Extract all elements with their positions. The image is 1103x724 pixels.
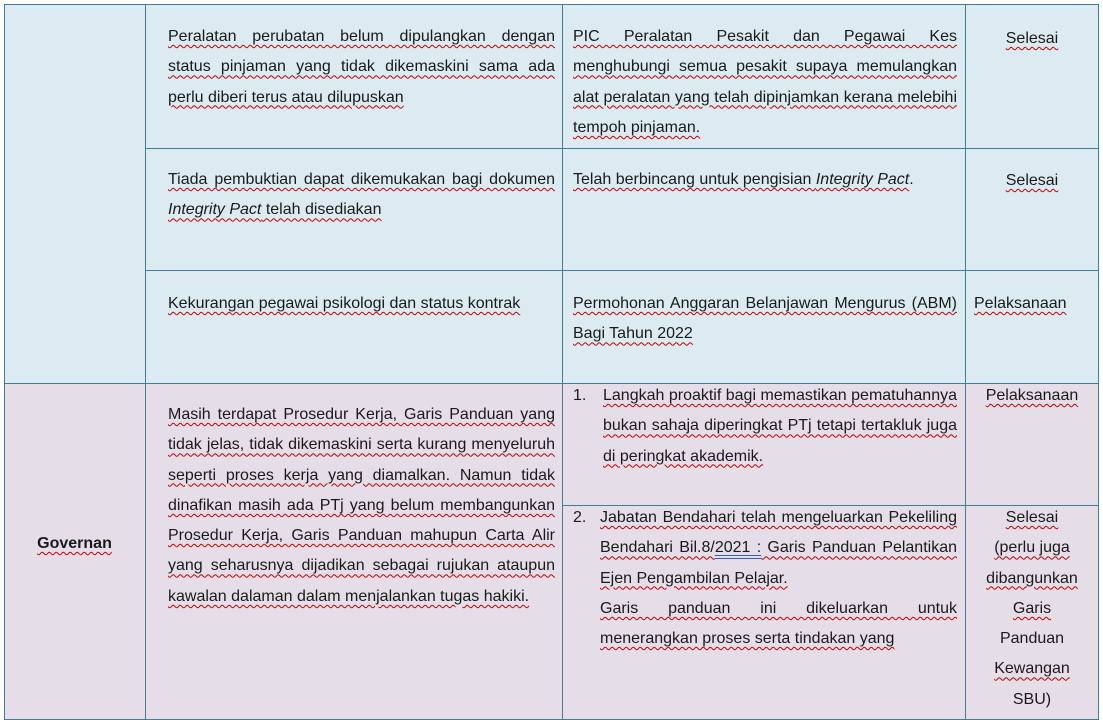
status-line: Panduan <box>999 630 1065 648</box>
governan-action-2-number: 2. <box>573 509 587 526</box>
governan-action-2-status <box>966 503 1098 715</box>
row-1-issue <box>168 22 555 113</box>
governan-action-2-body <box>600 503 957 594</box>
governan-action-1-number: 1. <box>573 387 587 404</box>
row-2-issue-suffix: telah disediakan <box>261 201 382 219</box>
status-line: Selesai <box>1005 509 1059 526</box>
row-3-action-text: Permohonan Anggaran Belanjawan Mengurus (ABM) Bagi Tahun 2022 <box>573 295 957 343</box>
row-3-status <box>974 289 1094 319</box>
table-border-left <box>4 4 5 720</box>
governan-label <box>4 529 145 559</box>
governan-action-2-text-link: 2021 : <box>714 539 762 557</box>
row-2-action-italic: Integrity Pact <box>815 171 910 188</box>
row-1-action-text: PIC Peralatan Pesakit dan Pegawai Kes menghubungi semua pesakit supaya memulangkan alat peralatan yang telah dipinjamkan kerana melebihi tempoh pinjaman. <box>573 28 957 136</box>
status-line: (perlu juga <box>994 539 1070 557</box>
row-2-issue <box>168 165 555 226</box>
row-3-issue <box>168 289 555 319</box>
row-2-status <box>966 166 1098 196</box>
governan-action-2 <box>573 503 957 654</box>
row-3-action <box>573 289 957 350</box>
row-divider-1 <box>145 148 1099 149</box>
col-divider-2 <box>562 4 563 720</box>
governan-action-2-text-suffix: Garis Panduan Pelantikan Ejen Pengambilan Pelajar. <box>600 539 958 587</box>
table-border-right <box>1098 4 1099 720</box>
row-3-status-text: Pelaksanaan <box>974 295 1067 312</box>
governan-action-1-status <box>966 381 1098 411</box>
row-2-action-suffix: . <box>909 171 914 188</box>
row-2-action <box>573 165 957 195</box>
governan-action-1 <box>573 381 957 472</box>
governan-action-1-body <box>603 381 957 472</box>
status-line: dibangunkan <box>986 569 1078 587</box>
table-border-bottom <box>4 719 1099 720</box>
governan-action-2-text-prefix: Jabatan Bendahari telah mengeluarkan Pekeliling Bendahari Bil.8/ <box>600 509 957 557</box>
governan-action-1-status-text: Pelaksanaan <box>985 387 1079 404</box>
governan-issue-text: Masih terdapat Prosedur Kerja, Garis Panduan yang tidak jelas, tidak dikemaskini serta kurang menyeluruh seperti proses kerja yang diamalkan. Namun tidak dinafikan masih ada PTj yang belum membangunkan Prosedur Kerja, Garis Panduan mahupun Carta Alir yang seharusnya dijadikan sebagai rujukan ataupun kawalan dalaman dalam menjalankan tugas hakiki. <box>168 406 555 605</box>
status-line: Kewangan <box>994 660 1070 678</box>
row-2-status-text: Selesai <box>1005 172 1059 189</box>
row-1-status-text: Selesai <box>1005 30 1059 47</box>
governan-action-1-text: Langkah proaktif bagi memastikan pematuhannya bukan sahaja diperingkat PTj tetapi tertakluk juga di peringkat akademik. <box>603 387 957 465</box>
row-2-action-prefix: Telah berbincang untuk pengisian <box>573 171 816 188</box>
row-1-issue-text: Peralatan perubatan belum dipulangkan dengan status pinjaman yang tidak dikemaskini sama ada perlu diberi terus atau dilupuskan <box>168 28 555 106</box>
table-border-top <box>4 4 1099 5</box>
row-3-issue-text: Kekurangan pegawai psikologi dan status kontrak <box>168 295 521 312</box>
row-2-issue-prefix: Tiada pembuktian dapat dikemukakan bagi dokumen <box>168 171 555 188</box>
governan-issue <box>168 400 555 612</box>
governan-action-2-body-2 <box>600 594 957 655</box>
row-1-status <box>966 24 1098 54</box>
row-divider-2 <box>145 270 1099 271</box>
status-line: Garis <box>1012 599 1052 617</box>
row-1-action <box>573 22 957 143</box>
governan-action-2-text-2: Garis panduan ini dikeluarkan untuk menerangkan proses serta tindakan yang <box>600 599 957 648</box>
governan-label-text: Governan <box>37 535 112 552</box>
col-divider-1 <box>145 4 146 720</box>
status-line: SBU) <box>1012 690 1052 708</box>
row-2-issue-italic: Integrity Pact <box>168 201 262 219</box>
